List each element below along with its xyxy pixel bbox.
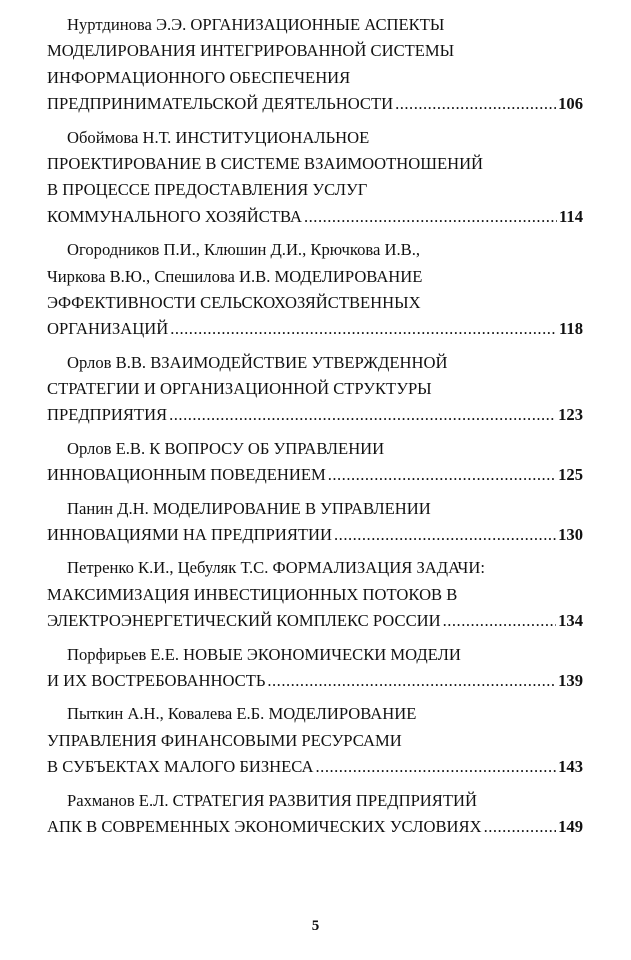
toc-entry (47, 496, 583, 549)
toc-entry-line (47, 402, 583, 428)
toc-entry-text: ПРЕДПРИЯТИЯ (47, 405, 168, 425)
toc-entry-line: Пыткин А.Н., Ковалева Е.Б. МОДЕЛИРОВАНИЕ (67, 704, 417, 724)
toc-entry (47, 642, 583, 695)
toc-entry-line (47, 462, 583, 488)
toc-entry-text: КОММУНАЛЬНОГО ХОЗЯЙСТВА (47, 206, 302, 226)
toc-entry-text: ЭЛЕКТРОЭНЕРГЕТИЧЕСКИЙ КОМПЛЕКС РОССИИ (47, 611, 441, 631)
toc-entry-line: Порфирьев Е.Е. НОВЫЕ ЭКОНОМИЧЕСКИ МОДЕЛИ (67, 644, 461, 664)
toc-entry-line: МАКСИМИЗАЦИЯ ИНВЕСТИЦИОННЫХ ПОТОКОВ В (47, 584, 458, 604)
toc-page-number: 143 (558, 757, 583, 777)
toc-entry-line: Петренко К.И., Цебуляк Т.С. ФОРМАЛИЗАЦИЯ ЗАДАЧИ: (67, 558, 485, 578)
dot-leader (170, 316, 557, 342)
toc-entry (47, 701, 583, 780)
toc-entry-text: ПРЕДПРИНИМАТЕЛЬСКОЙ ДЕЯТЕЛЬНОСТИ (47, 94, 394, 114)
toc-entry-line: Огородников П.И., Клюшин Д.И., Крючкова И.В., (67, 240, 420, 260)
toc-entry-text: ИННОВАЦИЯМИ НА ПРЕДПРИЯТИИ (47, 525, 333, 545)
toc-entry-line: Чиркова В.Ю., Спешилова И.В. МОДЕЛИРОВАНИЕ (47, 266, 423, 286)
toc-entry (47, 436, 583, 489)
toc-entry-line (47, 522, 583, 548)
dot-leader (484, 814, 557, 840)
dot-leader (304, 204, 557, 230)
toc-page-number: 149 (558, 816, 583, 836)
toc-entry (47, 555, 583, 634)
toc-entry-line (47, 204, 583, 230)
toc-entry-line: ИНФОРМАЦИОННОГО ОБЕСПЕЧЕНИЯ (47, 67, 351, 87)
toc-entry (47, 12, 583, 118)
dot-leader (169, 402, 556, 428)
dot-leader (328, 462, 556, 488)
toc-entry-text: ОРГАНИЗАЦИЙ (47, 319, 169, 339)
dot-leader (334, 522, 556, 548)
toc-entry (47, 788, 583, 841)
toc-entry-line: СТРАТЕГИИ И ОРГАНИЗАЦИОННОЙ СТРУКТУРЫ (47, 379, 432, 399)
toc-entry-text: АПК В СОВРЕМЕННЫХ ЭКОНОМИЧЕСКИХ УСЛОВИЯХ (47, 816, 482, 836)
page-number: 5 (311, 918, 320, 934)
toc-entry-line (47, 814, 583, 840)
toc-page-number: 118 (559, 319, 583, 339)
toc-page-number: 125 (558, 465, 583, 485)
toc-entry-line: ПРОЕКТИРОВАНИЕ В СИСТЕМЕ ВЗАИМООТНОШЕНИЙ (47, 153, 484, 173)
toc-entry-line: УПРАВЛЕНИЯ ФИНАНСОВЫМИ РЕСУРСАМИ (47, 730, 402, 750)
toc-entry-line: Обоймова Н.Т. ИНСТИТУЦИОНАЛЬНОЕ (67, 127, 370, 147)
toc-entry-line: Орлов В.В. ВЗАИМОДЕЙСТВИЕ УТВЕРЖДЕННОЙ (67, 352, 448, 372)
toc-page-number: 130 (558, 525, 583, 545)
toc-page-number: 114 (559, 206, 583, 226)
toc-entry-line (47, 91, 583, 117)
toc-entry-line (47, 316, 583, 342)
toc-entry-line: ЭФФЕКТИВНОСТИ СЕЛЬСКОХОЗЯЙСТВЕННЫХ (47, 292, 421, 312)
toc-entry-line: Нуртдинова Э.Э. ОРГАНИЗАЦИОННЫЕ АСПЕКТЫ (67, 15, 445, 34)
table-of-contents (47, 12, 583, 847)
toc-entry-line: Рахманов Е.Л. СТРАТЕГИЯ РАЗВИТИЯ ПРЕДПРИЯТИЙ (67, 790, 477, 810)
toc-entry (47, 125, 583, 231)
dot-leader (316, 754, 557, 780)
toc-entry-line (47, 608, 583, 634)
dot-leader (443, 608, 557, 634)
toc-entry-text: И ИХ ВОСТРЕБОВАННОСТЬ (47, 670, 266, 690)
toc-page-number: 123 (558, 405, 583, 425)
toc-entry-line: Орлов Е.В. К ВОПРОСУ ОБ УПРАВЛЕНИИ (67, 438, 385, 458)
toc-entry-line: МОДЕЛИРОВАНИЯ ИНТЕГРИРОВАННОЙ СИСТЕМЫ (47, 41, 455, 61)
toc-page-number: 139 (558, 670, 583, 690)
dot-leader (395, 91, 556, 117)
toc-page-number: 106 (558, 94, 583, 114)
toc-entry-line: Панин Д.Н. МОДЕЛИРОВАНИЕ В УПРАВЛЕНИИ (67, 498, 431, 518)
toc-entry (47, 237, 583, 343)
toc-entry-line (47, 668, 583, 694)
dot-leader (267, 668, 556, 694)
toc-entry-text: ИННОВАЦИОННЫМ ПОВЕДЕНИЕМ (47, 465, 326, 485)
toc-page-number: 134 (558, 611, 583, 631)
toc-entry-text: В СУБЪЕКТАХ МАЛОГО БИЗНЕСА (47, 757, 314, 777)
toc-entry-line: В ПРОЦЕССЕ ПРЕДОСТАВЛЕНИЯ УСЛУГ (47, 180, 368, 200)
toc-entry (47, 350, 583, 429)
toc-entry-line (47, 754, 583, 780)
